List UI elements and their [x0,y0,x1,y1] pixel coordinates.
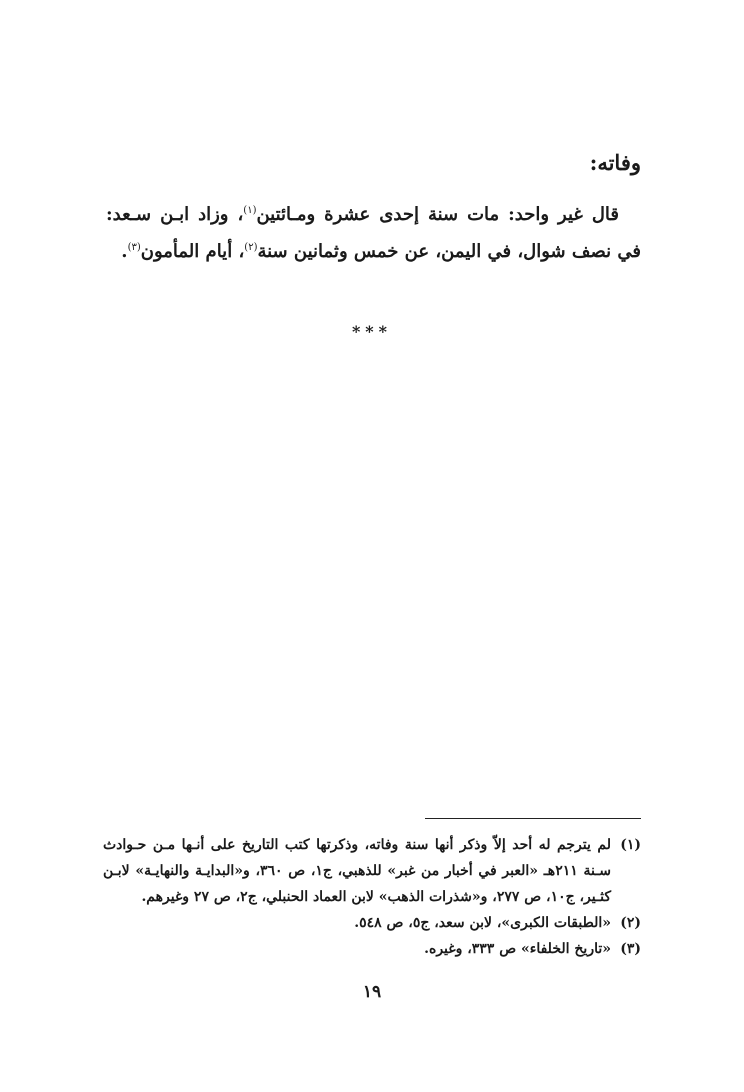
body-text-part2: ، وزاد ابـن سـعد: في نصف شوال، في اليمن، عن خمس وثمانين سنة [106,204,641,262]
footnote-text: «تاريخ الخلفاء» ص ٣٣٣، وغيره. [424,941,611,957]
footnote-ref-3[interactable]: (٣) [127,242,141,253]
footnote-text: «الطبقات الكبرى»، لابن سعد، ج٥، ص ٥٤٨. [354,915,611,931]
footnote-item-3 [103,936,641,962]
footnote-divider [425,818,641,819]
footnote-text: لم يترجم له أحد إلاّ وذكر أنها سنة وفاته، وذكرتها كتب التاريخ على أنـها مـن حـوادث سـنة ٢١١هـ «العبر في أخبار من غبر» للذهبي، ج١، ص ٣٦٠، و«البدايـة والنهايـة» لابـن كثـير، ج١٠، ص ٢٧٧، و«شذرات الذهب» لابن العماد الحنبلي، ج٢، ص ٢٧ وغيرهم. [103,837,612,905]
page-number: ١٩ [362,982,382,1002]
footnotes-list [103,832,641,962]
footnote-number: (٢) [620,915,641,931]
footnote-ref-1[interactable]: (١) [243,205,257,216]
body-text-part1: قال غير واحد: مات سنة إحدى عشرة ومـائتين [256,204,619,225]
footnote-item-2 [103,910,641,936]
section-heading: وفاته: [589,150,641,175]
footnote-item-1 [103,832,641,910]
footnote-number: (١) [620,837,641,853]
body-paragraph [106,196,641,270]
footnote-number: (٣) [620,941,641,957]
body-text-part4: . [121,241,128,262]
section-separator: *** [351,322,393,341]
body-text-part3: ، أيام المأمون [140,241,245,262]
footnote-ref-2[interactable]: (٢) [244,242,258,253]
